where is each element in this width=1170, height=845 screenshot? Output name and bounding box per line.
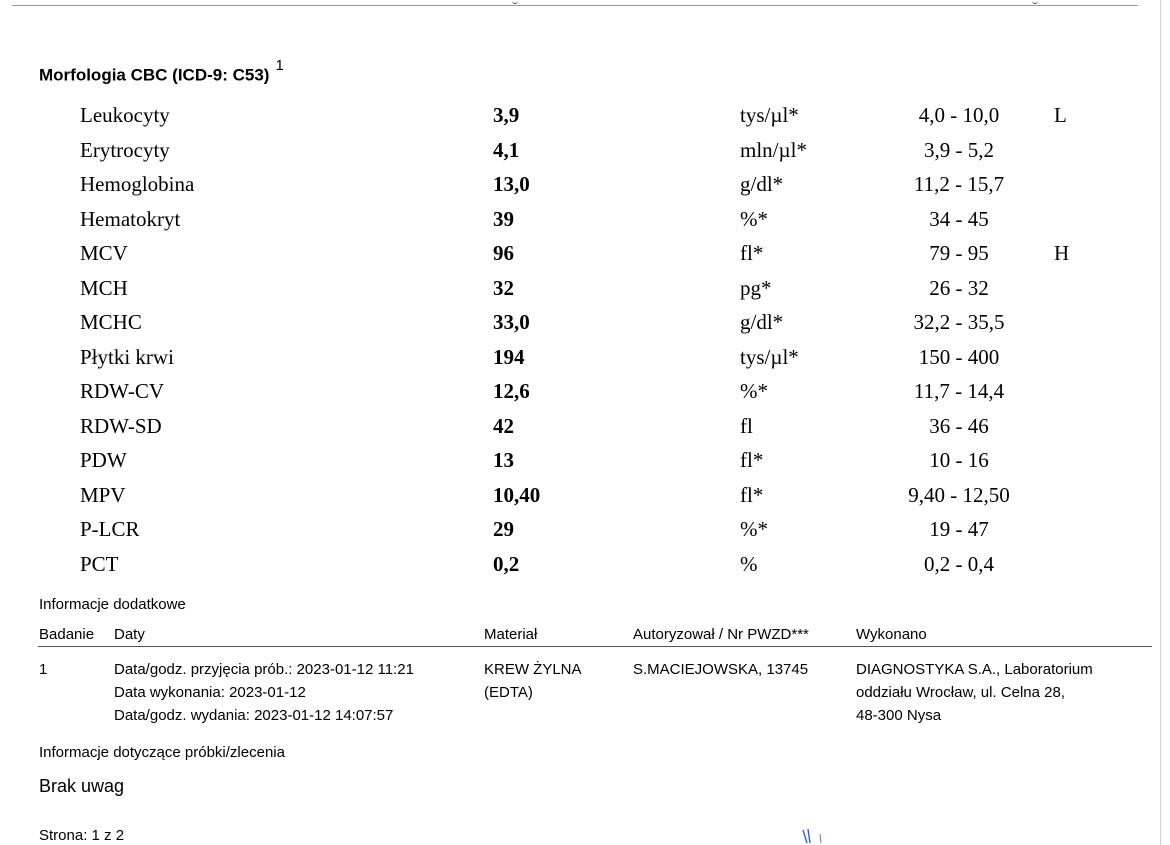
cell-autoryzowal: S.MACIEJOWSKA, 13745 (633, 661, 809, 678)
result-unit: g/dl* (740, 310, 784, 334)
result-value: 13,0 (493, 172, 530, 196)
result-value: 4,1 (493, 137, 520, 162)
result-name: Erytrocyty (80, 137, 170, 162)
result-value: 3,9 (493, 103, 520, 127)
top-cut-mark (512, 0, 518, 4)
result-unit: fl* (740, 241, 764, 265)
lab-line: 48-300 Nysa (856, 707, 942, 724)
header-autoryzowal: Autoryzował / Nr PWZD*** (633, 626, 809, 643)
cell-material (484, 658, 582, 704)
top-cut-mark (1032, 0, 1038, 4)
stamp-stroke (803, 829, 810, 843)
result-unit: fl* (740, 482, 764, 507)
result-range: 79 - 95 (929, 241, 989, 265)
result-value: 0,2 (493, 551, 520, 576)
result-name: Leukocyty (80, 103, 170, 127)
result-flag: L (1054, 103, 1067, 127)
result-row (0, 410, 1170, 445)
result-unit: fl* (740, 448, 764, 472)
result-name: RDW-SD (80, 413, 162, 438)
result-value: 194 (493, 344, 525, 369)
result-row (0, 203, 1170, 238)
date-performed: Data wykonania: 2023-01-12 (114, 684, 306, 701)
result-name: MPV (80, 482, 126, 507)
result-row (0, 168, 1170, 203)
result-range: 36 - 46 (929, 413, 989, 438)
probe-info-title: Informacje dotyczące próbki/zlecenia (39, 744, 285, 761)
result-value: 29 (493, 517, 514, 541)
result-unit: %* (740, 379, 768, 403)
stamp-stroke (820, 834, 821, 843)
result-name: MCHC (80, 310, 142, 334)
result-unit: tys/µl* (740, 103, 799, 127)
result-unit: fl (740, 413, 753, 438)
cell-wykonano (856, 658, 1093, 727)
result-range: 150 - 400 (918, 344, 1000, 369)
result-row (0, 99, 1170, 134)
result-unit: mln/µl* (740, 137, 807, 162)
section-title (39, 57, 284, 86)
result-unit: %* (740, 206, 768, 231)
result-flag: H (1054, 241, 1070, 265)
result-unit: pg* (740, 275, 772, 300)
header-wykonano: Wykonano (856, 626, 927, 643)
result-row (0, 513, 1170, 548)
result-name: Hemoglobina (80, 172, 195, 196)
result-name: PDW (80, 448, 127, 472)
result-value: 39 (493, 206, 514, 231)
info-title: Informacje dodatkowe (39, 596, 186, 613)
result-row (0, 479, 1170, 514)
header-daty: Daty (114, 626, 145, 643)
lab-line: oddziału Wrocław, ul. Celna 28, (856, 684, 1066, 701)
result-unit: tys/µl* (740, 344, 799, 369)
date-received: Data/godz. przyjęcia prób.: 2023-01-12 11:21 (114, 661, 414, 678)
cell-daty (114, 658, 414, 727)
result-row (0, 237, 1170, 272)
result-name: RDW-CV (80, 379, 164, 403)
result-value: 13 (493, 448, 514, 472)
result-value: 12,6 (493, 379, 530, 403)
date-issued: Data/godz. wydania: 2023-01-12 14:07:57 (114, 707, 394, 724)
result-row (0, 306, 1170, 341)
result-unit: g/dl* (740, 172, 784, 196)
result-range: 0,2 - 0,4 (924, 551, 994, 576)
result-range: 32,2 - 35,5 (913, 310, 1005, 334)
result-row (0, 375, 1170, 410)
result-row (0, 134, 1170, 169)
result-row (0, 548, 1170, 583)
result-name: Hematokryt (80, 206, 181, 231)
notes-text: Brak uwag (39, 776, 125, 796)
result-name: MCH (80, 275, 128, 300)
result-range: 26 - 32 (929, 275, 989, 300)
lab-line: DIAGNOSTYKA S.A., Laboratorium (856, 661, 1093, 678)
result-name: Płytki krwi (80, 344, 174, 369)
result-unit: %* (740, 517, 768, 541)
result-name: PCT (80, 551, 119, 576)
result-range: 34 - 45 (929, 206, 989, 231)
material-line: (EDTA) (484, 684, 533, 701)
result-name: MCV (80, 241, 128, 265)
section-title-text: Morfologia CBC (ICD-9: C53) (39, 65, 270, 85)
result-value: 32 (493, 275, 514, 300)
result-name: P-LCR (80, 517, 140, 541)
results-table (0, 99, 1170, 582)
result-unit: % (740, 551, 758, 576)
result-range: 11,7 - 14,4 (913, 379, 1005, 403)
result-row (0, 272, 1170, 307)
header-divider (38, 646, 1152, 647)
result-range: 11,2 - 15,7 (913, 172, 1005, 196)
top-rule (12, 5, 1138, 6)
result-range: 4,0 - 10,0 (918, 103, 1000, 127)
footnote-marker: 1 (275, 57, 284, 74)
result-range: 9,40 - 12,50 (908, 482, 1010, 507)
page-number: Strona: 1 z 2 (39, 827, 125, 844)
material-line: KREW ŻYLNA (484, 661, 582, 678)
header-badanie: Badanie (39, 626, 95, 643)
result-value: 33,0 (493, 310, 530, 334)
result-range: 3,9 - 5,2 (924, 137, 994, 162)
result-row (0, 444, 1170, 479)
result-value: 96 (493, 241, 514, 265)
result-range: 19 - 47 (929, 517, 989, 541)
cell-badanie: 1 (39, 661, 48, 678)
result-value: 10,40 (493, 482, 541, 507)
result-value: 42 (493, 413, 514, 438)
stamp-fragment (798, 826, 828, 845)
result-row (0, 341, 1170, 376)
header-material: Materiał (484, 626, 538, 643)
result-range: 10 - 16 (929, 448, 989, 472)
